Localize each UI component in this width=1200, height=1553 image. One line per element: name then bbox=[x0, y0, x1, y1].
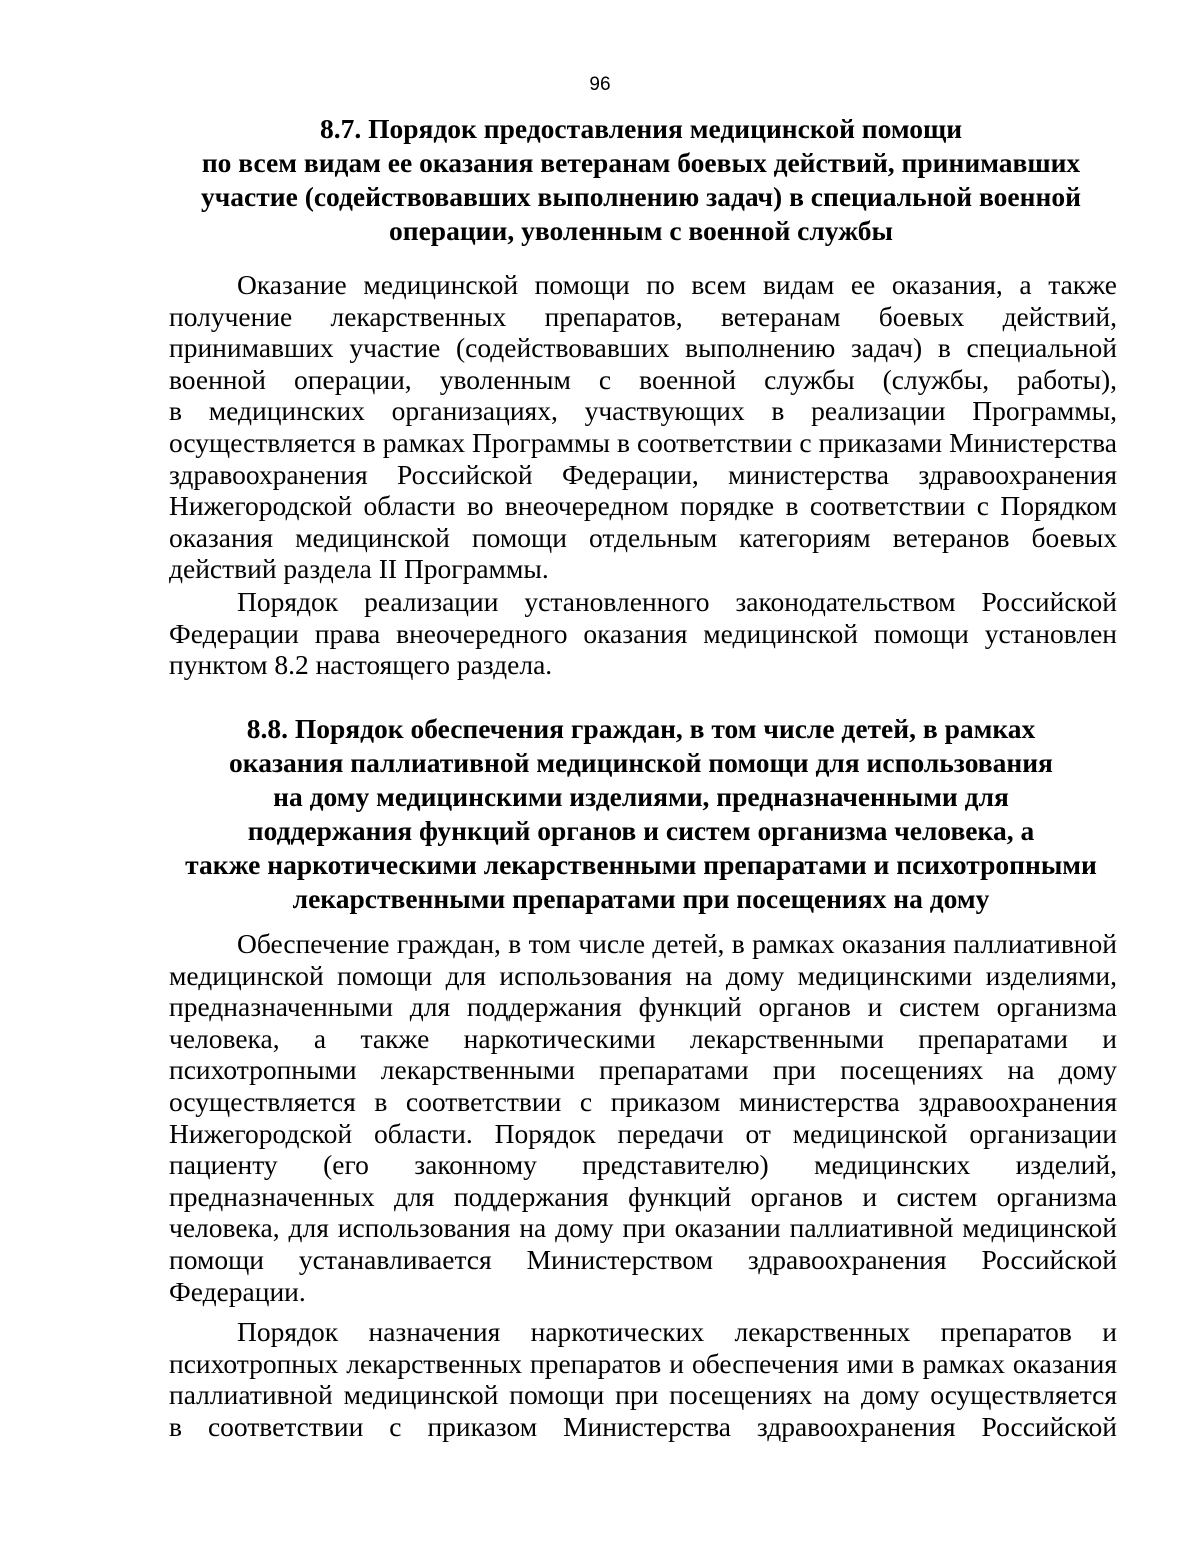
text-line: Порядок назначения наркотических лекарственных препаратов и bbox=[237, 1316, 1117, 1347]
heading-line: по всем видам ее оказания ветеранам боевых действий, принимавших bbox=[201, 147, 1081, 178]
text-line: принимавших участие (содействовавших выполнению задач) в специальной bbox=[169, 332, 1117, 364]
heading-line: на дому медицинскими изделиями, предназначенными для bbox=[273, 781, 1009, 812]
text-line: получение лекарственных препаратов, ветеранам боевых действий, bbox=[169, 300, 1117, 332]
section-8-8-paragraph-1 bbox=[169, 928, 1117, 1307]
section-8-8-paragraph-2 bbox=[169, 1316, 1117, 1442]
section-8-8-heading bbox=[150, 712, 1132, 916]
text-line: Нижегородской области. Порядок передачи от медицинской организации bbox=[169, 1117, 1117, 1149]
text-line: помощи устанавливается Министерством здравоохранения Российской bbox=[169, 1243, 1117, 1275]
text-line: пациенту (его законному представителю) медицинских изделий, bbox=[169, 1149, 1117, 1181]
section-8-7-paragraph-2 bbox=[169, 586, 1117, 681]
text-line: здравоохранения Российской Федерации, министерства здравоохранения bbox=[169, 458, 1117, 490]
text-line: в медицинских организациях, участвующих в реализации Программы, bbox=[169, 395, 1117, 427]
heading-line: оказания паллиативной медицинской помощи для использования bbox=[229, 747, 1053, 778]
text-line: действий раздела II Программы. bbox=[169, 553, 549, 585]
section-8-7-paragraph-1 bbox=[169, 269, 1117, 585]
text-line: военной операции, уволенным с военной службы (службы, работы), bbox=[169, 363, 1117, 395]
text-line: осуществляется в рамках Программы в соответствии с приказами Министерства bbox=[169, 426, 1117, 458]
text-line: человека, для использования на дому при оказании паллиативной медицинской bbox=[169, 1212, 1117, 1244]
section-8-7-heading bbox=[150, 112, 1132, 248]
text-line: психотропными лекарственными препаратами при посещениях на дому bbox=[169, 1054, 1117, 1086]
text-line: в соответствии с приказом Министерства здравоохранения Российской bbox=[169, 1410, 1117, 1442]
text-line: предназначенными для поддержания функций органов и систем организма bbox=[169, 991, 1117, 1023]
text-line: психотропных лекарственных препаратов и обеспечения ими в рамках оказания bbox=[169, 1347, 1117, 1379]
heading-line: 8.7. Порядок предоставления медицинской помощи bbox=[319, 113, 963, 144]
heading-line: 8.8. Порядок обеспечения граждан, в том числе детей, в рамках bbox=[246, 713, 1036, 744]
heading-line: операции, уволенным с военной службы bbox=[388, 215, 893, 246]
text-line: Федерации. bbox=[169, 1275, 306, 1307]
heading-line: поддержания функций органов и систем организма человека, а bbox=[247, 815, 1035, 846]
text-line: медицинской помощи для использования на дому медицинскими изделиями, bbox=[169, 959, 1117, 991]
text-line: Федерации права внеочередного оказания медицинской помощи установлен bbox=[169, 617, 1117, 649]
text-line: пунктом 8.2 настоящего раздела. bbox=[169, 649, 553, 681]
page-number: 96 bbox=[589, 74, 611, 95]
text-line: Оказание медицинской помощи по всем видам ее оказания, а также bbox=[237, 269, 1117, 300]
text-line: предназначенных для поддержания функций органов и систем организма bbox=[169, 1180, 1117, 1212]
text-line: человека, а также наркотическими лекарственными препаратами и bbox=[169, 1022, 1117, 1054]
heading-line: участие (содействовавших выполнению задач) в специальной военной bbox=[201, 181, 1081, 212]
text-line: паллиативной медицинской помощи при посещениях на дому осуществляется bbox=[169, 1379, 1117, 1411]
text-line: Нижегородской области во внеочередном порядке в соответствии с Порядком bbox=[169, 490, 1117, 522]
text-line: осуществляется в соответствии с приказом министерства здравоохранения bbox=[169, 1085, 1117, 1117]
heading-line: лекарственными препаратами при посещениях на дому bbox=[292, 883, 990, 914]
text-line: Порядок реализации установленного законодательством Российской bbox=[237, 586, 1117, 617]
text-line: оказания медицинской помощи отдельным категориям ветеранов боевых bbox=[169, 521, 1117, 553]
heading-line: также наркотическими лекарственными препаратами и психотропными bbox=[185, 849, 1097, 880]
text-line: Обеспечение граждан, в том числе детей, в рамках оказания паллиативной bbox=[237, 928, 1117, 959]
